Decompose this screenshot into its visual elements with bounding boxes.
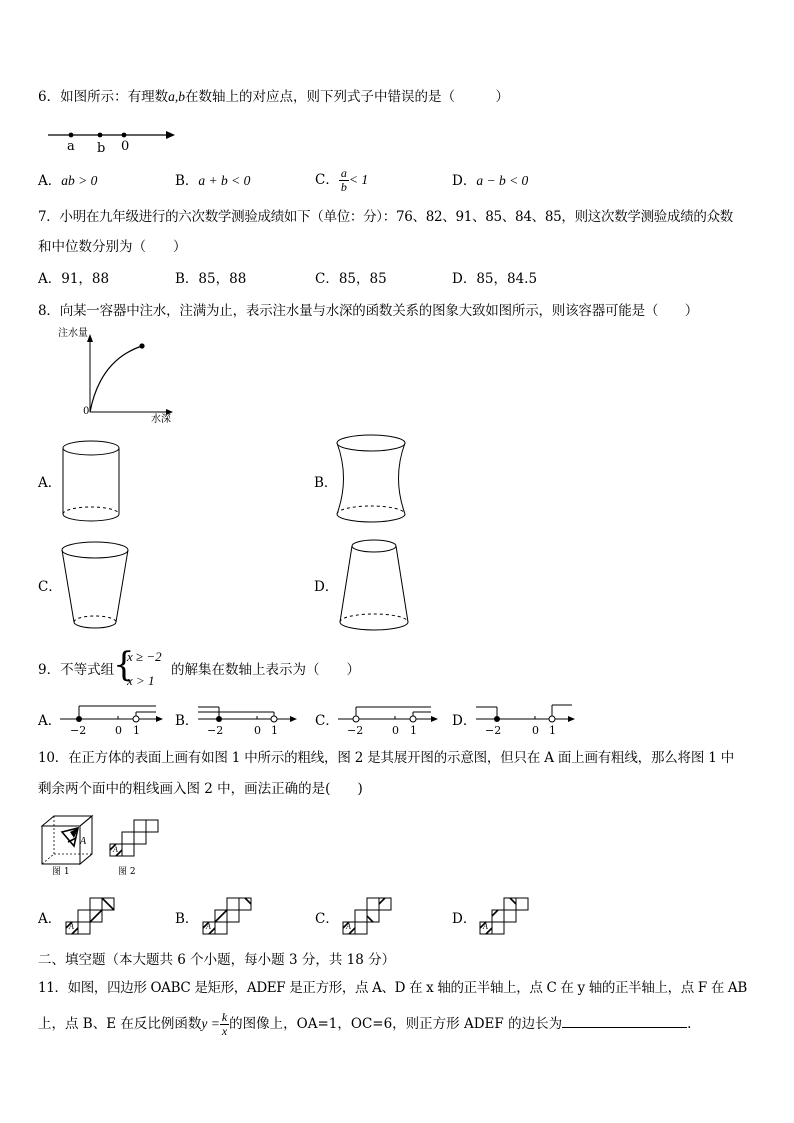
q7-option-a-text: 91，88 (61, 271, 110, 287)
q9-c-tick-neg2: −2 (347, 724, 364, 737)
q7-option-c[interactable] (315, 270, 387, 288)
q6-stem-post: 在数轴上的对应点，则下列式子中错误的是（ ） (184, 89, 509, 105)
q6-point-b (98, 133, 103, 138)
q6-label-b: b (97, 141, 106, 156)
q10-net-d-face: A (483, 922, 488, 931)
q9-brace: { (113, 645, 135, 685)
q9-d-tick-neg2: −2 (485, 724, 502, 737)
q10-fig2-caption: 图 2 (118, 867, 136, 877)
q8-option-c-label[interactable]: C． (38, 579, 62, 595)
q10-net-c[interactable] (339, 896, 399, 940)
q10-net-d[interactable] (476, 896, 536, 940)
q8-graph-ylabel: 注水量 (58, 328, 88, 339)
q6-option-b-label: B． (175, 173, 199, 189)
q6-option-a-label: A． (38, 173, 62, 189)
q6-option-a-expr: ab > 0 (61, 173, 98, 188)
q8-option-d-label[interactable]: D． (314, 579, 339, 595)
q7-option-d[interactable] (452, 270, 537, 288)
q10-net-c-face: A (346, 922, 351, 931)
q10-option-b-label[interactable]: B． (175, 911, 199, 927)
q9-ineq1: x ≥ −2 (127, 649, 162, 664)
q7-stem-line2: 和中位数分别为（ ） (38, 239, 187, 255)
q10-net-b-face: A (206, 922, 211, 931)
q10-fig1-caption: 图 1 (52, 867, 70, 877)
q9-stem-post: 的解集在数轴上表示为（ ） (171, 662, 360, 678)
q11-answer-blank[interactable] (562, 1013, 687, 1028)
q7-option-d-text: 85，84.5 (476, 271, 538, 287)
q7-option-c-text: 85，85 (338, 271, 387, 287)
q7-option-c-label: C． (315, 271, 339, 287)
q11-fraction (220, 1011, 229, 1038)
q9-a-tick-neg2: −2 (70, 724, 87, 737)
q6-stem (38, 88, 509, 106)
q9-option-b-label[interactable]: B． (175, 713, 199, 729)
q6-option-b[interactable] (175, 172, 250, 190)
q6-option-d-label: D． (452, 173, 477, 189)
q10-fig2-face-label: A (113, 845, 118, 854)
q9-a-tick-0: 0 (115, 724, 122, 737)
q7-stem-line1: 7．小明在九年级进行的六次数学测验成绩如下（单位：分）：76、82、91、85、84、85，则这次数学测验成绩的众数 (38, 209, 734, 225)
q9-b-tick-0: 0 (254, 724, 261, 737)
q7-option-b-text: 85，88 (198, 271, 247, 287)
q11-y-var: y = (201, 1016, 220, 1031)
q6-option-c-tail: < 1 (348, 172, 369, 187)
q10-option-d-label[interactable]: D． (452, 911, 477, 927)
q11-stem-line1: 11．如图，四边形 OABC 是矩形，ADEF 是正方形，点 A、D 在 x 轴的正半轴上，点 C 在 y 轴的正半轴上，点 F 在 AB (38, 980, 747, 996)
q11-frac-num: k (221, 1010, 228, 1024)
q6-option-a[interactable] (38, 172, 97, 190)
q7-option-a[interactable] (38, 270, 109, 288)
q9-b-tick-neg2: −2 (207, 724, 224, 737)
q10-option-a-label[interactable]: A． (38, 911, 62, 927)
q6-option-c[interactable] (315, 163, 368, 197)
q10-stem-line1: 10．在正方体的表面上画有如图 1 中所示的粗线，图 2 是其展开图的示意图，但只在 A 面上画有粗线，那么将图 1 中 (38, 750, 735, 766)
q9-b-tick-1: 1 (271, 724, 278, 737)
q7-option-b[interactable] (175, 270, 246, 288)
q8-container-a[interactable] (60, 438, 130, 528)
q9-c-tick-1: 1 (410, 724, 417, 737)
q8-option-b-label[interactable]: B． (314, 475, 338, 491)
q6-vars: a,b (168, 89, 185, 104)
q9-c-tick-0: 0 (392, 724, 399, 737)
q11-stem-line2 (38, 1005, 691, 1043)
q9-option-a-label[interactable]: A． (38, 713, 62, 729)
q6-option-c-den: b (340, 180, 347, 194)
q10-fig2-net (106, 818, 166, 864)
q10-net-a-face: A (69, 922, 74, 931)
q6-option-c-num: a (340, 166, 347, 180)
q9-option-d-label[interactable]: D． (452, 713, 477, 729)
q11-frac-den: x (221, 1024, 228, 1038)
q10-fig1-face-label: A (80, 836, 87, 847)
q9-d-tick-1: 1 (549, 724, 556, 737)
q6-option-b-expr: a + b < 0 (198, 173, 251, 188)
q7-option-b-label: B． (175, 271, 199, 287)
q9-ineq2: x > 1 (127, 673, 155, 688)
q6-label-0: 0 (121, 139, 130, 154)
q6-point-a (69, 133, 74, 138)
q10-net-a[interactable] (62, 896, 122, 940)
q6-point-0 (122, 133, 127, 138)
q7-option-a-label: A． (38, 271, 62, 287)
q8-container-d[interactable] (336, 536, 416, 636)
q10-option-c-label[interactable]: C． (315, 911, 339, 927)
q6-option-c-fraction (339, 167, 349, 194)
section2-heading: 二、填空题（本大题共 6 个小题，每小题 3 分，共 18 分） (38, 952, 396, 968)
q11-line2-post: 的图像上，OA=1，OC=6，则正方形 ADEF 的边长为 (229, 1016, 563, 1032)
q6-label-a: a (67, 139, 75, 154)
q8-graph-origin: 0 (83, 406, 90, 417)
q9-d-tick-0: 0 (532, 724, 539, 737)
q8-stem: 8．向某一容器中注水，注满为止，表示注水量与水深的函数关系的图象大致如图所示，则该容器可能是（ ） (38, 303, 699, 319)
q7-option-d-label: D． (452, 271, 477, 287)
q6-option-d[interactable] (452, 172, 528, 190)
q8-graph-xlabel: 水深 (151, 414, 171, 425)
q8-container-c[interactable] (58, 538, 138, 638)
q9-a-tick-1: 1 (133, 724, 140, 737)
q6-option-d-expr: a − b < 0 (476, 173, 529, 188)
q10-stem-line2: 剩余两个面中的粗线画入图 2 中，画法正确的是( ) (38, 781, 363, 797)
q10-fig1-cube (40, 814, 102, 866)
q11-end: . (687, 1016, 692, 1032)
q6-stem-pre: 6．如图所示：有理数 (38, 89, 169, 105)
q10-net-b[interactable] (199, 896, 259, 940)
q9-stem-pre: 9．不等式组 (38, 662, 115, 678)
q9-option-c-label[interactable]: C． (315, 713, 339, 729)
q6-option-c-label: C． (315, 172, 339, 188)
q11-line2-pre: 上，点 B、E 在反比例函数 (38, 1016, 202, 1032)
q8-option-a-label[interactable]: A． (38, 475, 62, 491)
q8-container-b[interactable] (334, 432, 414, 532)
